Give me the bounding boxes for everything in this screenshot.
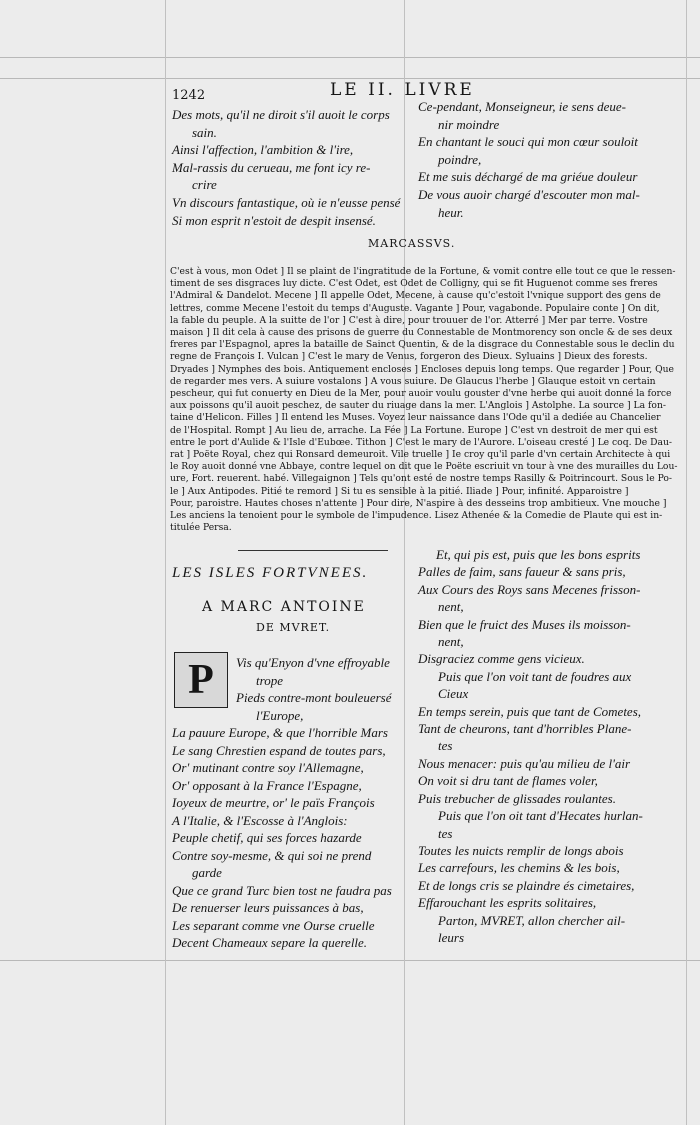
verse-line: Aux Cours des Roys sans Mecenes frisson- bbox=[418, 581, 641, 597]
verse-line: trope bbox=[256, 672, 283, 688]
verse-line: tes bbox=[438, 738, 453, 754]
verse-line: Ainsi l'affection, l'ambition & l'ire, bbox=[172, 142, 354, 158]
verse-line: Or' opposant à la France l'Espagne, bbox=[172, 777, 362, 793]
verse-line: nent, bbox=[438, 599, 464, 615]
commentary-line: freres par l'Espagnol, apres la bataille de Sainct Quentin, & de la disgrace du Connestable sous le declin du bbox=[170, 339, 675, 351]
verse-line: Palles de faim, sans faueur & sans pris, bbox=[418, 564, 626, 580]
verse-line: Le sang Chrestien espand de toutes pars, bbox=[172, 742, 386, 758]
commentary-line: de l'Hospital. Rompt ] Au lieu de, arrache. La Fée ] La Fortune. Europe ] C'est vn destroit de mer qui est bbox=[170, 424, 658, 436]
commentary-heading: MARCASSVS. bbox=[368, 237, 456, 250]
verse-line: Bien que le fruict des Muses ils moisson- bbox=[418, 616, 631, 632]
guide-rule bbox=[404, 0, 405, 1125]
dedication-line-2: DE MVRET. bbox=[256, 621, 331, 634]
verse-line: crire bbox=[192, 177, 217, 193]
commentary-line: Pour, paroistre. Hautes choses n'attente ] Pour dire, N'aspire à des desseins trop ambitieux. Vne mouche ] bbox=[170, 497, 667, 509]
verse-line: l'Europe, bbox=[256, 707, 304, 723]
verse-line: Les separant comme vne Ourse cruelle bbox=[172, 917, 375, 933]
commentary-line: taine d'Helicon. Filles ] Il entend les Muses. Voyez leur naissance dans l'Ode qu'il a dediée au Chancelier bbox=[170, 412, 661, 424]
verse-line: Disgraciez comme gens vicieux. bbox=[418, 651, 585, 667]
verse-line: Decent Chameaux separe la querelle. bbox=[172, 935, 368, 950]
verse-top-left bbox=[172, 106, 400, 229]
verse-line: Peuple chetif, qui ses forces hazarde bbox=[172, 830, 362, 845]
verse-line: Pieds contre-mont bouleuersé bbox=[236, 690, 392, 705]
verse-line: tes bbox=[438, 825, 453, 841]
section-divider bbox=[238, 550, 388, 551]
poem-left-column bbox=[172, 654, 392, 952]
guide-rule bbox=[686, 0, 687, 1125]
poem-right-column bbox=[418, 546, 643, 946]
verse-line: A l'Italie, & l'Escosse à l'Anglois: bbox=[172, 812, 348, 828]
verse-line: On voit si dru tant de flames voler, bbox=[418, 773, 598, 789]
commentary-line: titulée Persa. bbox=[170, 522, 232, 534]
verse-line: Toutes les nuicts remplir de longs abois bbox=[418, 842, 624, 858]
verse-line: Cieux bbox=[438, 686, 469, 702]
commentary-line: C'est à vous, mon Odet ] Il se plaint de l'ingratitude de la Fortune, & vomit contre elle tout ce que le ressen- bbox=[170, 266, 676, 277]
commentary-line: la fable du peuple. A la suitte de l'or ] C'est à dire, pour trouuer de l'or. Atterré ] Mer par terre. Vostre bbox=[170, 314, 648, 326]
verse-line: nent, bbox=[438, 634, 464, 650]
guide-rule bbox=[0, 57, 700, 58]
verse-line: Puis que l'on oit tant d'Hecates hurlan- bbox=[438, 808, 643, 824]
verse-line: Que ce grand Turc bien tost ne faudra pas bbox=[172, 882, 392, 898]
commentary-line: l'Admiral & Dandelot. Mecene ] Il appelle Odet, Mecene, à cause qu'c'estoit l'vnique support des gens de bbox=[170, 290, 661, 302]
verse-line: Ce-pendant, Monseigneur, ie sens deue- bbox=[418, 99, 626, 114]
verse-line: Effarouchant les esprits solitaires, bbox=[418, 895, 597, 911]
verse-line: Tant de cheurons, tant d'horribles Plane- bbox=[418, 721, 632, 737]
poem-title: LES ISLES FORTVNEES. bbox=[172, 565, 369, 581]
verse-line: heur. bbox=[438, 204, 464, 220]
commentary-line: Dryades ] Nymphes des bois. Antiquement encloses ] Encloses depuis long temps. Que regarder ] Pour, Que bbox=[170, 363, 674, 375]
guide-rule bbox=[165, 0, 166, 1125]
guide-rule bbox=[0, 960, 700, 961]
verse-line: Et, qui pis est, puis que les bons esprits bbox=[436, 547, 641, 562]
verse-line: Puis trebucher de glissades roulantes. bbox=[418, 790, 616, 806]
commentary-block bbox=[170, 266, 682, 534]
commentary-line: ure, Fort. reuerent. habé. Villegaignon ] Tels qu'ont esté de nostre temps Rasilly & Poitrincourt. Sous le Po- bbox=[170, 473, 673, 485]
running-title: LE II. LIVRE bbox=[330, 80, 475, 100]
verse-line: poindre, bbox=[438, 151, 482, 167]
verse-line: Puis que l'on voit tant de foudres aux bbox=[438, 668, 632, 684]
commentary-line: entre le port d'Aulide & l'Isle d'Eubœe. Tithon ] C'est le mary de l'Aurore. L'oiseau cresté ] Le coq. De Dau- bbox=[170, 436, 673, 448]
verse-line: Vn discours fantastique, où ie n'eusse pensé bbox=[172, 194, 401, 210]
verse-line: Or' mutinant contre soy l'Allemagne, bbox=[172, 760, 364, 775]
verse-line: Et de longs cris se plaindre és cimetaires, bbox=[418, 877, 635, 893]
verse-line: Si mon esprit n'estoit de despit insensé. bbox=[172, 212, 376, 228]
verse-line: La pauure Europe, & que l'horrible Mars bbox=[172, 725, 388, 740]
verse-line: Et me suis déchargé de ma griéue douleur bbox=[418, 169, 638, 185]
verse-top-right bbox=[418, 98, 640, 221]
ornamental-drop-cap: P bbox=[174, 652, 228, 708]
verse-line: En chantant le souci qui mon cœur souloit bbox=[418, 134, 638, 150]
verse-line: Des mots, qu'il ne diroit s'il auoit le corps bbox=[172, 107, 390, 122]
commentary-line: de regarder mes vers. A suiure vostalons ] A vous suiure. De Glaucus l'herbe ] Glauque estoit vn certain bbox=[170, 375, 656, 387]
guide-rule bbox=[0, 78, 700, 79]
verse-line: En temps serein, puis que tant de Cometes, bbox=[418, 703, 642, 719]
commentary-line: pescheur, qui fut conuerty en Dieu de la Mer, pour auoir voulu gouster d'vne herbe qui auoit donné la force bbox=[170, 388, 672, 400]
commentary-line: le Roy auoit donné vne Abbaye, contre lequel on dit que le Poëte escriuit vn tour à vne des murailles du Lou- bbox=[170, 461, 678, 473]
commentary-line: aux poissons qu'il auoit peschez, de sauter du riuage dans la mer. L'Anglois ] Astolphe. La source ] La fon- bbox=[170, 400, 666, 412]
page-number: 1242 bbox=[172, 88, 206, 103]
verse-line: garde bbox=[192, 865, 222, 880]
verse-line: sain. bbox=[192, 124, 217, 140]
verse-line: Contre soy-mesme, & qui soi ne prend bbox=[172, 847, 372, 863]
dedication-line-1: A MARC ANTOINE bbox=[202, 599, 366, 615]
commentary-line: maison ] Il dit cela à cause des prisons de guerre du Connestable de Montmorency son oncle & de ses deux bbox=[170, 327, 673, 339]
verse-line: Mal-rassis du cerueau, me font icy re- bbox=[172, 159, 371, 175]
verse-line: Nous menacer: puis qu'au milieu de l'air bbox=[418, 755, 631, 771]
verse-line: De renuerser leurs puissances à bas, bbox=[172, 900, 364, 915]
commentary-line: lettres, comme Mecene l'estoit du temps d'Auguste. Vagante ] Pour, vagabonde. Populaire conte ] On dit, bbox=[170, 302, 660, 314]
verse-line: Ioyeux de meurtre, or' le païs François bbox=[172, 795, 375, 810]
commentary-line: rat ] Poëte Royal, chez qui Ronsard demeuroit. Vile truelle ] Ie croy qu'il parle d'vn certain Architecte à qui bbox=[170, 449, 671, 461]
verse-line: leurs bbox=[438, 929, 464, 945]
verse-line: Vis qu'Enyon d'vne effroyable bbox=[236, 655, 390, 670]
commentary-line: Les anciens la tenoient pour le symbole de l'impudence. Lisez Athenée & la Comedie de Plaute qui est in- bbox=[170, 510, 663, 522]
commentary-line: le ] Aux Antipodes. Pitié te remord ] Si tu es sensible à la pitié. Iliade ] Pour, infinité. Apparoistre ] bbox=[170, 485, 629, 497]
verse-line: Les carrefours, les chemins & les bois, bbox=[418, 860, 620, 876]
verse-line: De vous auoir chargé d'escouter mon mal- bbox=[418, 186, 640, 202]
verse-line: nir moindre bbox=[438, 116, 500, 132]
commentary-line: timent de ses disgraces luy dicte. C'est Odet, est Odet de Colligny, qui se fit Huguenot comme ses freres bbox=[170, 278, 658, 290]
commentary-line: regne de François I. Vulcan ] C'est le mary de Venus, forgeron des Dieux. Syluains ] Dieux des forests. bbox=[170, 351, 648, 363]
verse-line: Parton, MVRET, allon chercher ail- bbox=[438, 912, 626, 928]
